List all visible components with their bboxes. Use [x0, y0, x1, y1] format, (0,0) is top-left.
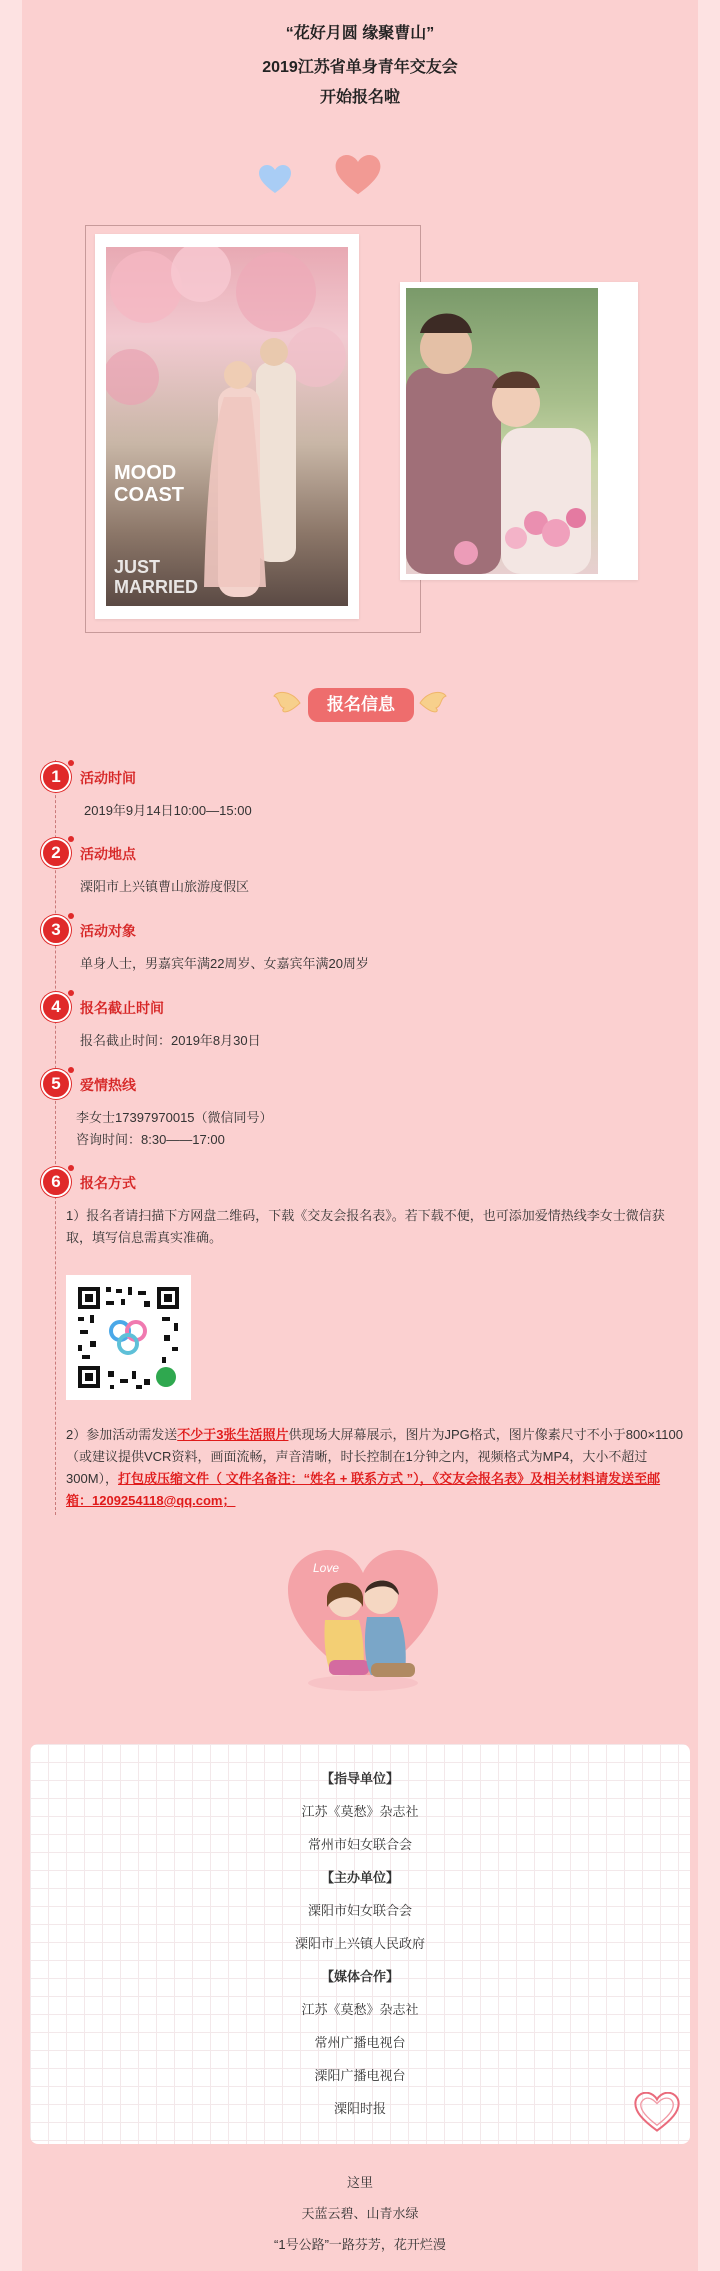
headline-event: 2019江苏省单身青年交友会	[262, 59, 458, 76]
host-heading: 【主办单位】	[320, 1870, 399, 1885]
guide-org-1: 江苏《莫愁》杂志社	[301, 1804, 419, 1819]
method-p2-details: 供现场大屏幕展示，图片为JPG格式，图片像素尺寸不小于800×1100（或建议提供VCR资料，画面流畅，声音清晰，时长控制在1分钟之内，视频格式为MP4，大小不超过300M），	[66, 1427, 683, 1486]
timeline-line	[55, 760, 57, 1515]
method-p2-intro: 2）参加活动需发送	[66, 1427, 178, 1442]
step-number-1: 1	[41, 762, 71, 792]
sponsor-panel	[30, 1744, 690, 2144]
footer-line-2: 天蓝云碧、山青水绿	[301, 2206, 419, 2221]
method-paragraph-2	[66, 1424, 686, 1512]
media-org-4: 溧阳时报	[333, 2101, 386, 2116]
footer-line-3: “1号公路”一路芬芳，花开烂漫	[274, 2237, 446, 2252]
guide-org-2: 常州市妇女联合会	[307, 1837, 412, 1852]
item-text-time: 2019年9月14日10:00—15:00	[84, 803, 252, 818]
photo-overlay-bottom: JUST MARRIED	[114, 557, 198, 597]
love-text: Love	[313, 1561, 340, 1575]
item-text-target: 单身人士，男嘉宾年满22周岁、女嘉宾年满20周岁	[80, 956, 369, 971]
blue-heart-icon	[258, 165, 292, 195]
item-text-hours: 咨询时间：8:30——17:00	[76, 1132, 225, 1147]
host-org-1: 溧阳市妇女联合会	[307, 1903, 412, 1918]
guide-heading: 【指导单位】	[320, 1771, 399, 1786]
method-p2-email[interactable]: 打包成压缩文件（ 文件名备注：“姓名 + 联系方式 ”），《交友会报名表》及相关材料请发送至邮箱：1209254118@qq.com；	[66, 1471, 661, 1508]
item-title-place: 活动地点	[80, 846, 136, 862]
media-heading: 【媒体合作】	[320, 1969, 399, 1984]
item-title-time: 活动时间	[80, 770, 136, 786]
step-number-4: 4	[41, 992, 71, 1022]
couple-photo-illustration	[106, 247, 348, 606]
footer-line-1: 这里	[346, 2175, 373, 2190]
item-title-method: 报名方式	[80, 1175, 136, 1191]
step-number-3: 3	[41, 915, 71, 945]
right-margin	[698, 0, 720, 2271]
item-text-deadline: 报名截止时间：2019年8月30日	[80, 1033, 261, 1048]
right-wing-icon	[418, 688, 448, 725]
media-org-3: 溧阳广播电视台	[314, 2068, 406, 2083]
step-number-2: 2	[41, 838, 71, 868]
item-title-target: 活动对象	[80, 923, 136, 939]
section-title: 报名信息	[308, 688, 414, 722]
method-p2-photos-requirement: 不少于3张生活照片	[177, 1427, 289, 1442]
heart-scribble-icon	[634, 2092, 680, 2134]
media-org-1: 江苏《莫愁》杂志社	[301, 2002, 419, 2017]
headline-start: 开始报名啦	[319, 89, 400, 106]
wedding-photo-1	[95, 234, 359, 619]
headline-slogan: “花好月圆 缘聚曹山”	[285, 25, 435, 42]
media-org-2: 常州广播电视台	[314, 2035, 406, 2050]
couple-photo-2-illustration	[406, 288, 598, 574]
item-text-hotline: 李女士17397970015（微信同号）	[76, 1110, 273, 1125]
item-text-place: 溧阳市上兴镇曹山旅游度假区	[80, 879, 250, 894]
left-wing-icon	[272, 688, 302, 725]
qr-code-icon	[66, 1275, 191, 1400]
item-title-hotline: 爱情热线	[80, 1077, 136, 1093]
wedding-photo-2	[400, 282, 638, 580]
pink-heart-icon	[334, 155, 382, 197]
host-org-2: 溧阳市上兴镇人民政府	[294, 1936, 425, 1951]
qr-code[interactable]	[66, 1275, 191, 1400]
method-paragraph-1: 1）报名者请扫描下方网盘二维码，下载《交友会报名表》。若下载不便，也可添加爱情热线李女士微信获取，填写信息需真实准确。	[66, 1208, 665, 1245]
step-number-5: 5	[41, 1069, 71, 1099]
photo-overlay-title: MOOD COAST	[114, 462, 184, 506]
item-title-deadline: 报名截止时间	[80, 1000, 164, 1016]
couple-illustration	[283, 1545, 443, 1695]
step-number-6: 6	[41, 1167, 71, 1197]
left-margin	[0, 0, 22, 2271]
